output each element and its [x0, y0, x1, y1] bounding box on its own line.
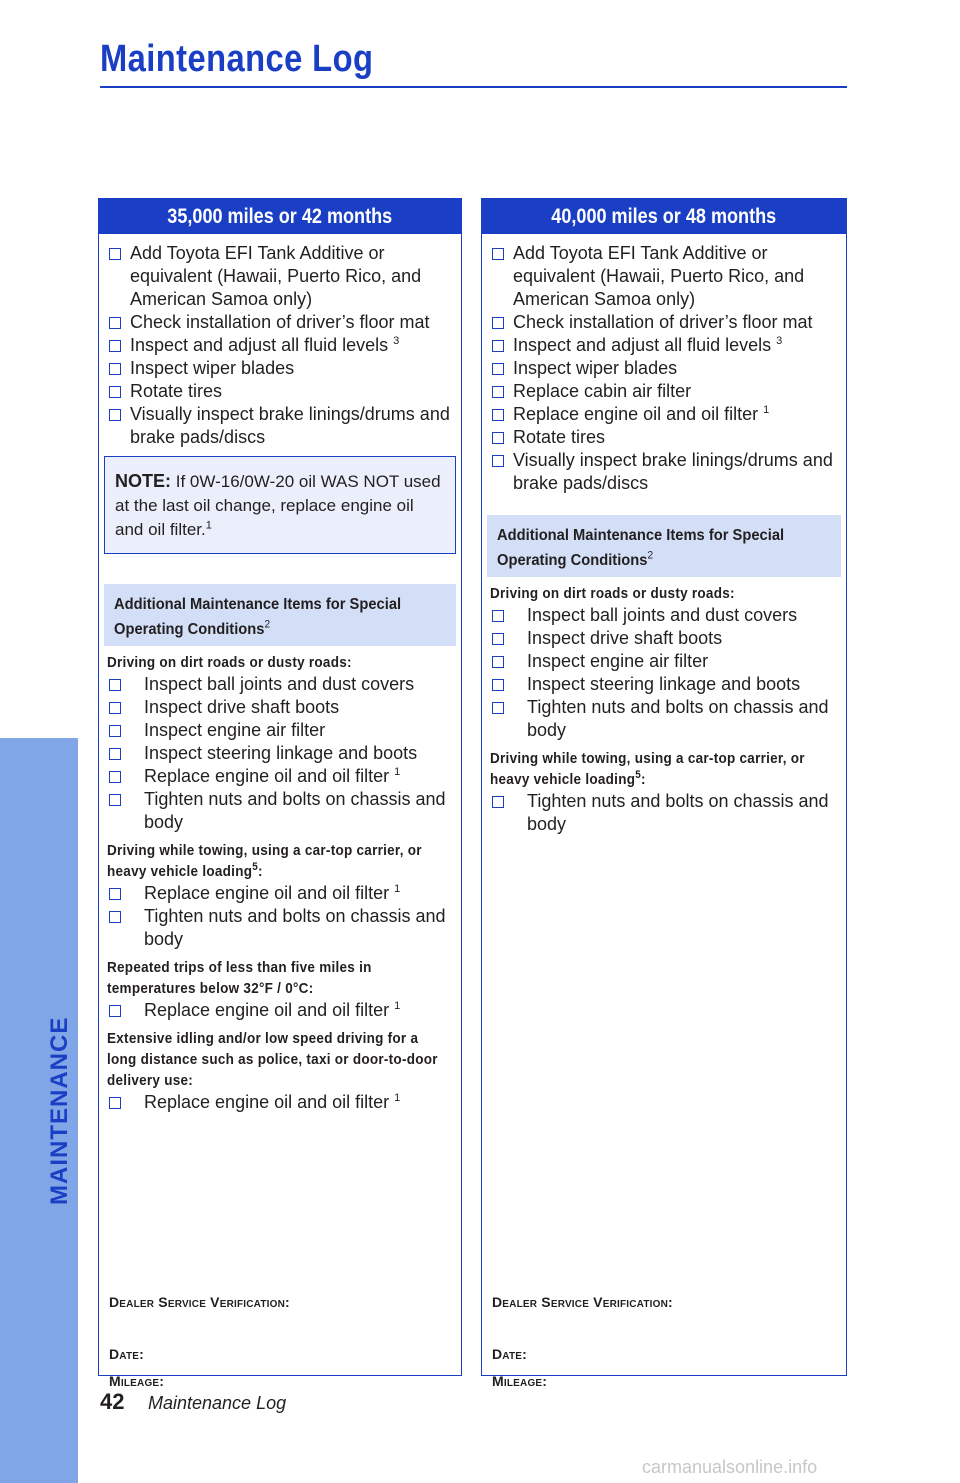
checklist-item-label: Check installation of driver’s floor mat [130, 312, 430, 332]
checklist-item [490, 334, 838, 357]
checkbox-icon[interactable] [109, 386, 121, 398]
checklist-item [107, 334, 453, 357]
checklist-item-label: Add Toyota EFI Tank Additive or equivalent (Hawaii, Puerto Rico, and American Samoa only) [130, 243, 422, 309]
checkbox-icon[interactable] [492, 455, 504, 467]
column-heading: 35,000 miles or 42 months [98, 198, 462, 234]
checkbox-icon[interactable] [109, 1097, 121, 1109]
special-conditions [107, 652, 453, 1114]
checklist-item-label: Inspect steering linkage and boots [527, 674, 801, 694]
checkbox-icon[interactable] [492, 248, 504, 260]
checklist-item-label: Visually inspect brake linings/drums and brake pads/discs [130, 404, 450, 447]
footer-section-title: Maintenance Log [148, 1393, 287, 1413]
additional-items-heading: Additional Maintenance Items for Special Operating Conditions$^2$ [104, 584, 456, 646]
checklist-item-label: Replace engine oil and oil filter [144, 766, 390, 786]
checklist-item-label: Tighten nuts and bolts on chassis and body [144, 906, 446, 949]
condition-heading: Driving while towing, using a car-top carrier, or heavy vehicle loading$^5$: [490, 750, 805, 788]
note-footnote-ref: 1 [205, 519, 212, 532]
condition-heading: Driving on dirt roads or dusty roads: [490, 585, 735, 602]
checklist-item [490, 403, 838, 426]
checkbox-icon[interactable] [109, 340, 121, 352]
checkbox-icon[interactable] [109, 409, 121, 421]
date-label: Date: [109, 1346, 145, 1362]
checklist-item [107, 765, 453, 788]
checklist-item-label: Tighten nuts and bolts on chassis and body [527, 697, 829, 740]
footnote-ref: 3 [776, 335, 783, 347]
checklist-item-label: Inspect ball joints and dust covers [527, 605, 798, 625]
checklist-item-label: Replace engine oil and oil filter [144, 1092, 390, 1112]
checklist-item-label: Replace engine oil and oil filter [513, 404, 759, 424]
checklist-item [107, 673, 453, 696]
note-label: NOTE: [115, 471, 171, 491]
checklist-item-label: Replace engine oil and oil filter [144, 1000, 390, 1020]
checkbox-icon[interactable] [109, 911, 121, 923]
checklist-item [490, 426, 838, 449]
checklist-item-label: Inspect drive shaft boots [527, 628, 723, 648]
checkbox-icon[interactable] [492, 317, 504, 329]
checklist-item-label: Visually inspect brake linings/drums and brake pads/discs [513, 450, 833, 493]
checklist-item [107, 311, 453, 334]
checklist-item [107, 882, 453, 905]
checkbox-icon[interactable] [109, 725, 121, 737]
checklist-item-label: Inspect wiper blades [130, 358, 295, 378]
condition-heading: Extensive idling and/or low speed driving for a long distance such as police, taxi or door-to-door delivery use: [107, 1030, 438, 1089]
checklist-item [490, 650, 838, 673]
checklist-item-label: Inspect wiper blades [513, 358, 678, 378]
checklist-item [490, 380, 838, 403]
checklist-item [490, 449, 838, 495]
checklist-item-label: Inspect engine air filter [527, 651, 709, 671]
checklist-item [490, 242, 838, 311]
additional-items-heading: Additional Maintenance Items for Special Operating Conditions$^2$ [487, 515, 841, 577]
checklist-item [107, 380, 453, 403]
checklist-item-label: Add Toyota EFI Tank Additive or equivalent (Hawaii, Puerto Rico, and American Samoa only) [513, 243, 805, 309]
checklist-item-label: Inspect drive shaft boots [144, 697, 340, 717]
checkbox-icon[interactable] [492, 363, 504, 375]
page-title: Maintenance Log [100, 38, 374, 80]
checklist-item [107, 905, 453, 951]
checkbox-icon[interactable] [492, 432, 504, 444]
note-box [104, 456, 456, 554]
checklist-item [107, 357, 453, 380]
checklist-item-label: Replace cabin air filter [513, 381, 692, 401]
checkbox-icon[interactable] [109, 771, 121, 783]
checkbox-icon[interactable] [492, 340, 504, 352]
checklist-item [490, 673, 838, 696]
checkbox-icon[interactable] [492, 679, 504, 691]
checklist-item [107, 403, 453, 449]
checkbox-icon[interactable] [109, 317, 121, 329]
footnote-ref: 1 [394, 883, 401, 895]
footnote-ref: 1 [394, 1092, 401, 1104]
page-number: 42 [100, 1389, 125, 1414]
column-body [481, 234, 847, 1389]
checklist-item-label: Tighten nuts and bolts on chassis and body [144, 789, 446, 832]
condition-heading: Driving while towing, using a car-top carrier, or heavy vehicle loading$^5$: [107, 842, 422, 880]
footnote-ref: 1 [394, 766, 401, 778]
condition-heading: Repeated trips of less than five miles in temperatures below 32°F / 0°C: [107, 959, 372, 997]
checklist-item-label: Rotate tires [130, 381, 223, 401]
checklist-item [107, 742, 453, 765]
checklist-item [107, 719, 453, 742]
checkbox-icon[interactable] [109, 888, 121, 900]
checklist [107, 242, 453, 449]
title-divider [100, 86, 847, 88]
checklist-item-label: Inspect and adjust all fluid levels [513, 335, 772, 355]
checklist-item [107, 999, 453, 1022]
dealer-verification-label: Dealer Service Verification: [492, 1294, 673, 1310]
checklist-item [490, 696, 838, 742]
column-body [98, 234, 462, 1389]
checkbox-icon[interactable] [109, 679, 121, 691]
checkbox-icon[interactable] [492, 796, 504, 808]
dealer-verification-label: Dealer Service Verification: [109, 1294, 290, 1310]
watermark: carmanualsonline.info [642, 1457, 818, 1477]
checkbox-icon[interactable] [492, 656, 504, 668]
section-side-label: MAINTENANCE [46, 1016, 73, 1205]
checklist [490, 242, 838, 495]
checklist-item [490, 604, 838, 627]
date-label: Date: [492, 1346, 528, 1362]
checkbox-icon[interactable] [109, 748, 121, 760]
schedule-column-35000 [98, 198, 462, 1389]
checkbox-icon[interactable] [109, 702, 121, 714]
checklist-item [107, 242, 453, 311]
checklist-item-label: Rotate tires [513, 427, 606, 447]
checklist-item [107, 696, 453, 719]
checklist-item [490, 311, 838, 334]
footnote-ref: 1 [394, 1000, 401, 1012]
checklist-item-label: Check installation of driver’s floor mat [513, 312, 813, 332]
checklist-item [490, 627, 838, 650]
checkbox-icon[interactable] [492, 610, 504, 622]
checklist-item-label: Tighten nuts and bolts on chassis and body [527, 791, 829, 834]
special-conditions [490, 583, 838, 836]
checkbox-icon[interactable] [492, 409, 504, 421]
checkbox-icon[interactable] [109, 794, 121, 806]
checklist-item [107, 1091, 453, 1114]
checklist-item [490, 357, 838, 380]
schedule-column-40000 [481, 198, 847, 1389]
checklist-item [490, 790, 838, 836]
mileage-label: Mileage: [109, 1373, 165, 1389]
footnote-ref: 3 [393, 335, 400, 347]
checklist-item-label: Inspect and adjust all fluid levels [130, 335, 389, 355]
checkbox-icon[interactable] [492, 386, 504, 398]
column-heading: 40,000 miles or 48 months [481, 198, 847, 234]
checklist-item-label: Inspect ball joints and dust covers [144, 674, 415, 694]
checkbox-icon[interactable] [492, 633, 504, 645]
checklist-item-label: Inspect steering linkage and boots [144, 743, 418, 763]
checkbox-icon[interactable] [109, 363, 121, 375]
condition-heading: Driving on dirt roads or dusty roads: [107, 654, 352, 671]
checklist-item [107, 788, 453, 834]
checkbox-icon[interactable] [109, 248, 121, 260]
mileage-label: Mileage: [492, 1373, 548, 1389]
note-text: If 0W-16/0W-20 oil WAS NOT used at the last oil change, replace engine oil and oil filter. [115, 472, 441, 539]
checklist-item-label: Inspect engine air filter [144, 720, 326, 740]
checkbox-icon[interactable] [109, 1005, 121, 1017]
checklist-item-label: Replace engine oil and oil filter [144, 883, 390, 903]
checkbox-icon[interactable] [492, 702, 504, 714]
footnote-ref: 1 [763, 404, 770, 416]
